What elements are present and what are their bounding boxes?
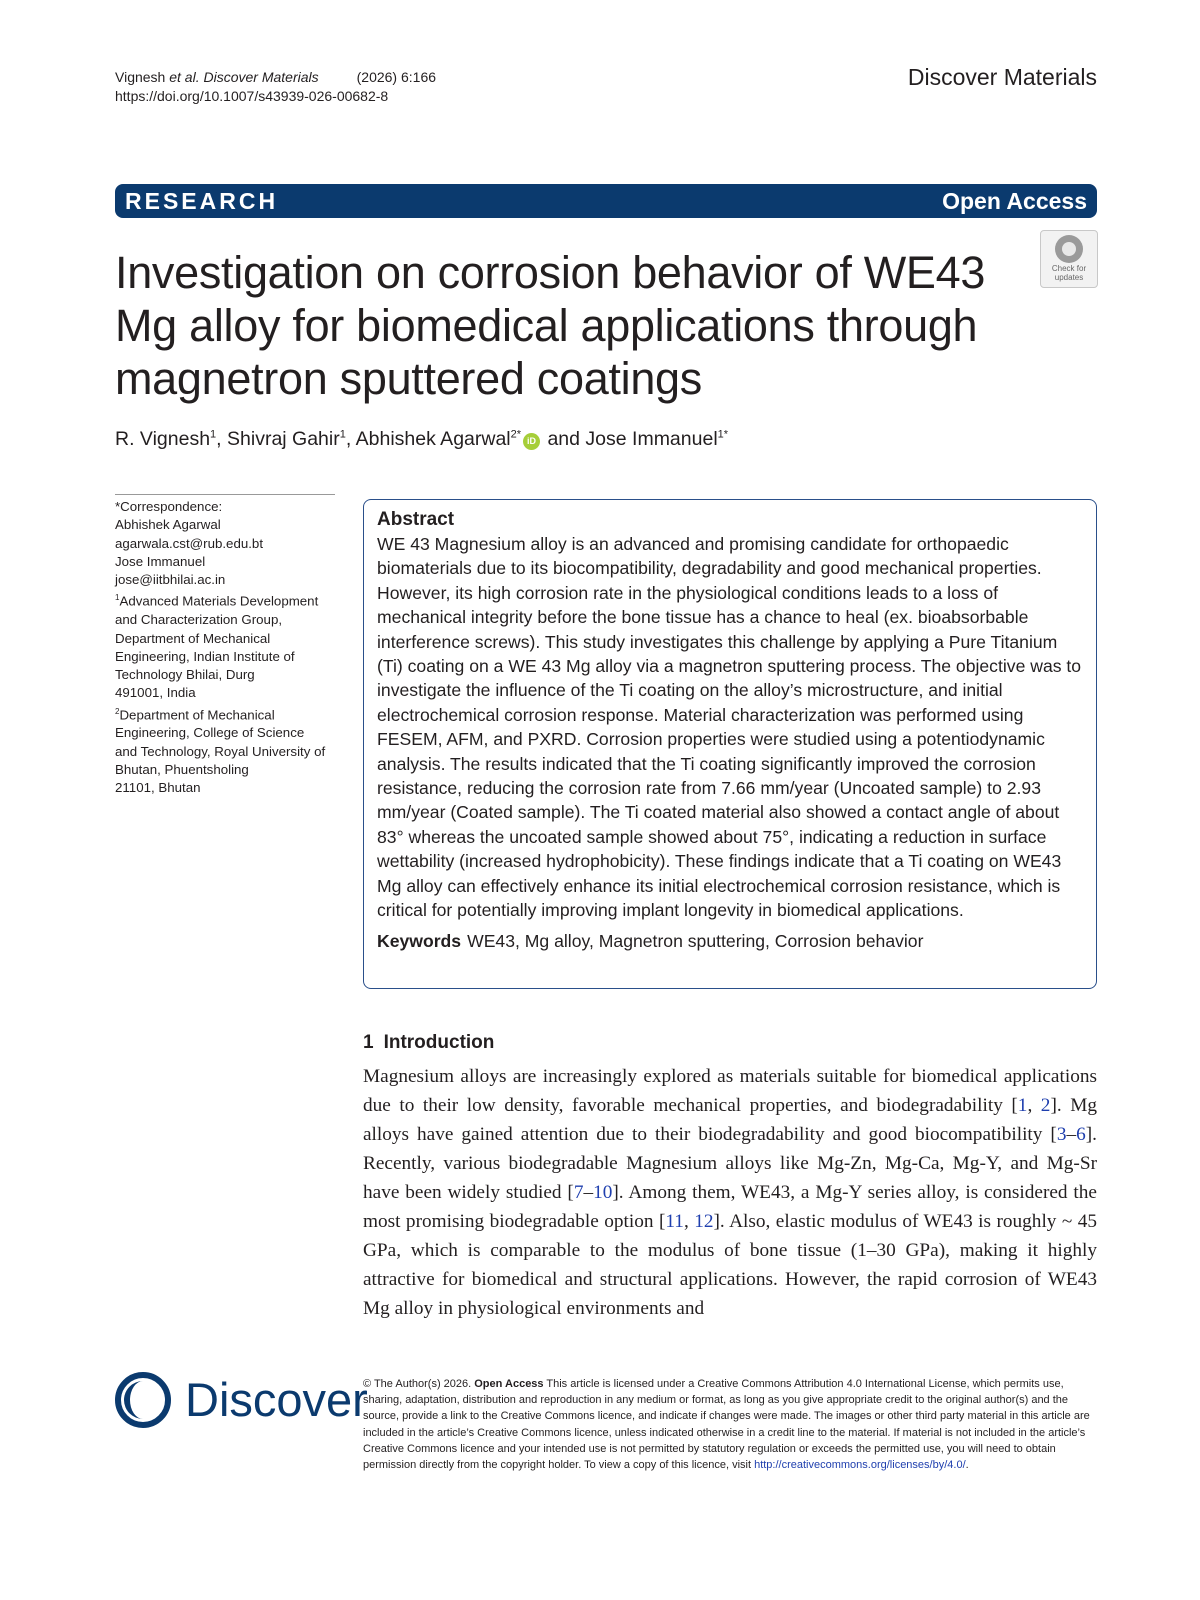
license-statement bbox=[363, 1376, 1097, 1473]
check-for-updates-icon bbox=[1055, 235, 1083, 263]
doi-link[interactable]: https://doi.org/10.1007/s43939-026-00682-8 bbox=[115, 88, 389, 104]
journal-name: Discover Materials bbox=[907, 64, 1097, 90]
affiliation-line: and Characterization Group, bbox=[115, 612, 283, 628]
affiliation-number: 1 bbox=[115, 593, 120, 603]
section-heading bbox=[363, 1032, 504, 1054]
affiliation-line: Technology Bhilai, Durg bbox=[115, 667, 255, 683]
abstract-text: WE 43 Magnesium alloy is an advanced and promising candidate for orthopaedic biomaterials due to its biocompatibility, degradability and good mechanical properties. However, its high corrosion rate in the physiological conditions leads to a loss of mechanical integrity before the bone tissue has a chance to heal (ex. bioabsorbable interference screws). This study investigates this challenge by applying a Pure Titanium (Ti) coating on a WE 43 Mg alloy via a magnetron sputtering process. The objective was to investigate the influence of the Ti coating on the alloy’s microstructure, and initial electrochemical corrosion response. Material characterization was performed using FESEM, AFM, and PXRD. Corrosion properties were studied using a potentiodynamic analysis. The results indicated that the Ti coating significantly improved the corrosion resistance, reducing the corrosion rate from 7.66 mm/year (Uncoated sample) to 2.93 mm/year (Coated sample). The Ti coated material also showed a contact angle of about 83° whereas the uncoated sample showed about 75°, indicating a reduction in surface wettability (increased hydrophobicity). These findings indicate that a Ti coating on WE43 Mg alloy can effectively enhance its initial electrochemical corrosion resistance, which is critical for potentially improving implant longevity in biomedical applications. bbox=[377, 534, 1082, 921]
intro-text-run: . Among them, WE43, a Mg-Y series alloy, is considered the most promising biodegradable option bbox=[363, 1182, 1097, 1232]
author-name: R. Vignesh bbox=[115, 428, 211, 450]
abstract-box bbox=[363, 499, 1097, 989]
affiliation-line: Department of Mechanical bbox=[119, 707, 275, 723]
keywords-line bbox=[377, 929, 1086, 953]
copyright: © The Author(s) 2026. bbox=[363, 1378, 472, 1390]
affiliation-2 bbox=[115, 703, 340, 725]
reference-link[interactable]: 11 bbox=[665, 1211, 684, 1232]
discover-logo bbox=[115, 1372, 368, 1428]
reference-link[interactable]: 3 bbox=[1056, 1124, 1067, 1145]
intro-text-run: . Recently, various biodegradable Magnesium alloys like Mg-Zn, Mg-Ca, Mg-Y, and Mg-Sr have been widely studied bbox=[363, 1124, 1097, 1203]
affiliation-line: Advanced Materials Development bbox=[119, 593, 319, 609]
author-affiliation: 1 bbox=[339, 428, 346, 441]
affiliation-line: Department of Mechanical bbox=[115, 630, 271, 646]
intro-text-run: . Also, elastic modulus of WE43 is roughly ~ 45 GPa, which is comparable to the modulus of bone tissue (1–30 GPa), making it highly attractive for biomedical and structural applications. However, the rapid corrosion of WE43 Mg alloy in physiological environments and bbox=[363, 1211, 1098, 1319]
author-name: Shivraj Gahir bbox=[227, 428, 340, 450]
author-separator: and bbox=[542, 428, 586, 450]
correspondence-name: Jose Immanuel bbox=[115, 553, 206, 569]
article-title: Investigation on corrosion behavior of WE43 Mg alloy for biomedical applications through magnetron sputtered coatings bbox=[115, 247, 986, 404]
introduction-paragraph: Magnesium alloys are increasingly explored as materials suitable for biomedical applications due to their low density, favorable mechanical properties, and biodegradability [1, 2]. Mg alloys have gained attention due to their biodegradability and good biocompatibility [3–6]. Recently, various biodegradable Magnesium alloys like Mg-Zn, Mg-Ca, Mg-Y, and Mg-Sr have been widely studied [7–10]. Among them, WE43, a Mg-Y series alloy, is considered the most promising biodegradable option [11, 12]. Also, elastic modulus of WE43 is roughly ~ 45 GPa, which is comparable to the modulus of bone tissue (1–30 GPa), making it highly attractive for biomedical and structural applications. However, the rapid corrosion of WE43 Mg alloy in physiological environments and bbox=[363, 1066, 1098, 1319]
reference-link[interactable]: 10 bbox=[593, 1182, 613, 1203]
citation-etal: et al. Discover Materials bbox=[169, 69, 319, 85]
check-for-updates-line1: Check for bbox=[1051, 264, 1087, 273]
license-end: . bbox=[965, 1459, 969, 1472]
affiliation-line: 491001, India bbox=[115, 685, 196, 701]
citation-author: Vignesh bbox=[115, 69, 170, 85]
citation-header bbox=[115, 68, 436, 106]
author-affiliation: 1* bbox=[717, 428, 729, 441]
affiliation-line: Engineering, College of Science bbox=[115, 725, 305, 741]
author-list bbox=[115, 428, 728, 451]
affiliation-line: 21101, Bhutan bbox=[115, 780, 201, 796]
citation-line bbox=[115, 68, 436, 87]
keywords-list: WE43, Mg alloy, Magnetron sputtering, Corrosion behavior bbox=[467, 930, 924, 951]
author-separator: , bbox=[345, 428, 356, 450]
affiliation-line: Engineering, Indian Institute of bbox=[115, 648, 295, 664]
license-link[interactable]: http://creativecommons.org/licenses/by/4.0/ bbox=[754, 1459, 966, 1472]
correspondence-email[interactable]: agarwala.cst@rub.edu.bt bbox=[115, 535, 264, 551]
affiliation-1 bbox=[115, 589, 340, 611]
reference-link[interactable]: 7 bbox=[573, 1182, 584, 1203]
article-type: RESEARCH bbox=[125, 187, 279, 214]
section-number: 1 bbox=[363, 1032, 374, 1053]
citation-year: (2026) 6:166 bbox=[356, 69, 437, 85]
author-separator: , bbox=[216, 428, 228, 450]
affiliation-number: 2 bbox=[115, 706, 120, 716]
section-title: Introduction bbox=[383, 1032, 495, 1053]
discover-logo-icon bbox=[115, 1372, 175, 1428]
reference-link[interactable]: 1 bbox=[1017, 1095, 1028, 1116]
correspondence-name: Abhishek Agarwal bbox=[115, 517, 221, 533]
affiliation-line: and Technology, Royal University of bbox=[115, 743, 326, 759]
intro-text-run: Magnesium alloys are increasingly explored as materials suitable for biomedical applications due to their low density, favorable mechanical properties, and biodegradability bbox=[363, 1066, 1097, 1116]
author-affiliation: 1 bbox=[210, 428, 217, 441]
article-type-banner bbox=[115, 184, 1097, 218]
affiliation-line: Bhutan, Phuentsholing bbox=[115, 762, 249, 777]
check-for-updates-line2: updates bbox=[1054, 273, 1084, 282]
reference-link[interactable]: 2 bbox=[1040, 1095, 1051, 1116]
sidebar-divider bbox=[115, 494, 335, 495]
reference-link[interactable]: 12 bbox=[694, 1211, 714, 1232]
open-access-label: Open Access bbox=[942, 187, 1087, 214]
reference-link[interactable]: 6 bbox=[1076, 1124, 1086, 1145]
orcid-icon[interactable]: iD bbox=[523, 433, 540, 450]
author-affiliation: 2* bbox=[510, 428, 522, 441]
correspondence-sidebar bbox=[115, 498, 340, 798]
discover-logo-text: Discover bbox=[185, 1373, 368, 1426]
license-text: This article is licensed under a Creative Commons Attribution 4.0 International License, which permits use, sharing, adaptation, distribution and reproduction in any medium or format, as long as you give appropriate credit to the original author(s) and the source, provide a link to the Creative Commons licence, and indicate if changes were made. The images or other third party material in this article are included in the article’s Creative Commons licence, unless indicated otherwise in a credit line to the material. If material is not included in the article’s Creative Commons licence and your intended use is not permitted by statutory regulation or exceeds the permitted use, you will need to obtain permission directly from the copyright holder. To view a copy of this licence, visit bbox=[363, 1378, 1090, 1472]
intro-text-run: . Mg alloys have gained attention due to their biodegradability and good biocompatibility bbox=[363, 1095, 1097, 1145]
author-name: Abhishek Agarwal bbox=[355, 428, 511, 450]
correspondence-email[interactable]: jose@iitbhilai.ac.in bbox=[115, 572, 226, 588]
keywords-label: Keywords bbox=[377, 930, 462, 951]
check-for-updates-badge[interactable] bbox=[1040, 230, 1098, 288]
correspondence-label: *Correspondence: bbox=[115, 499, 223, 514]
abstract-heading: Abstract bbox=[377, 509, 455, 530]
open-access-label: Open Access bbox=[474, 1378, 544, 1390]
author-name: Jose Immanuel bbox=[585, 428, 718, 450]
